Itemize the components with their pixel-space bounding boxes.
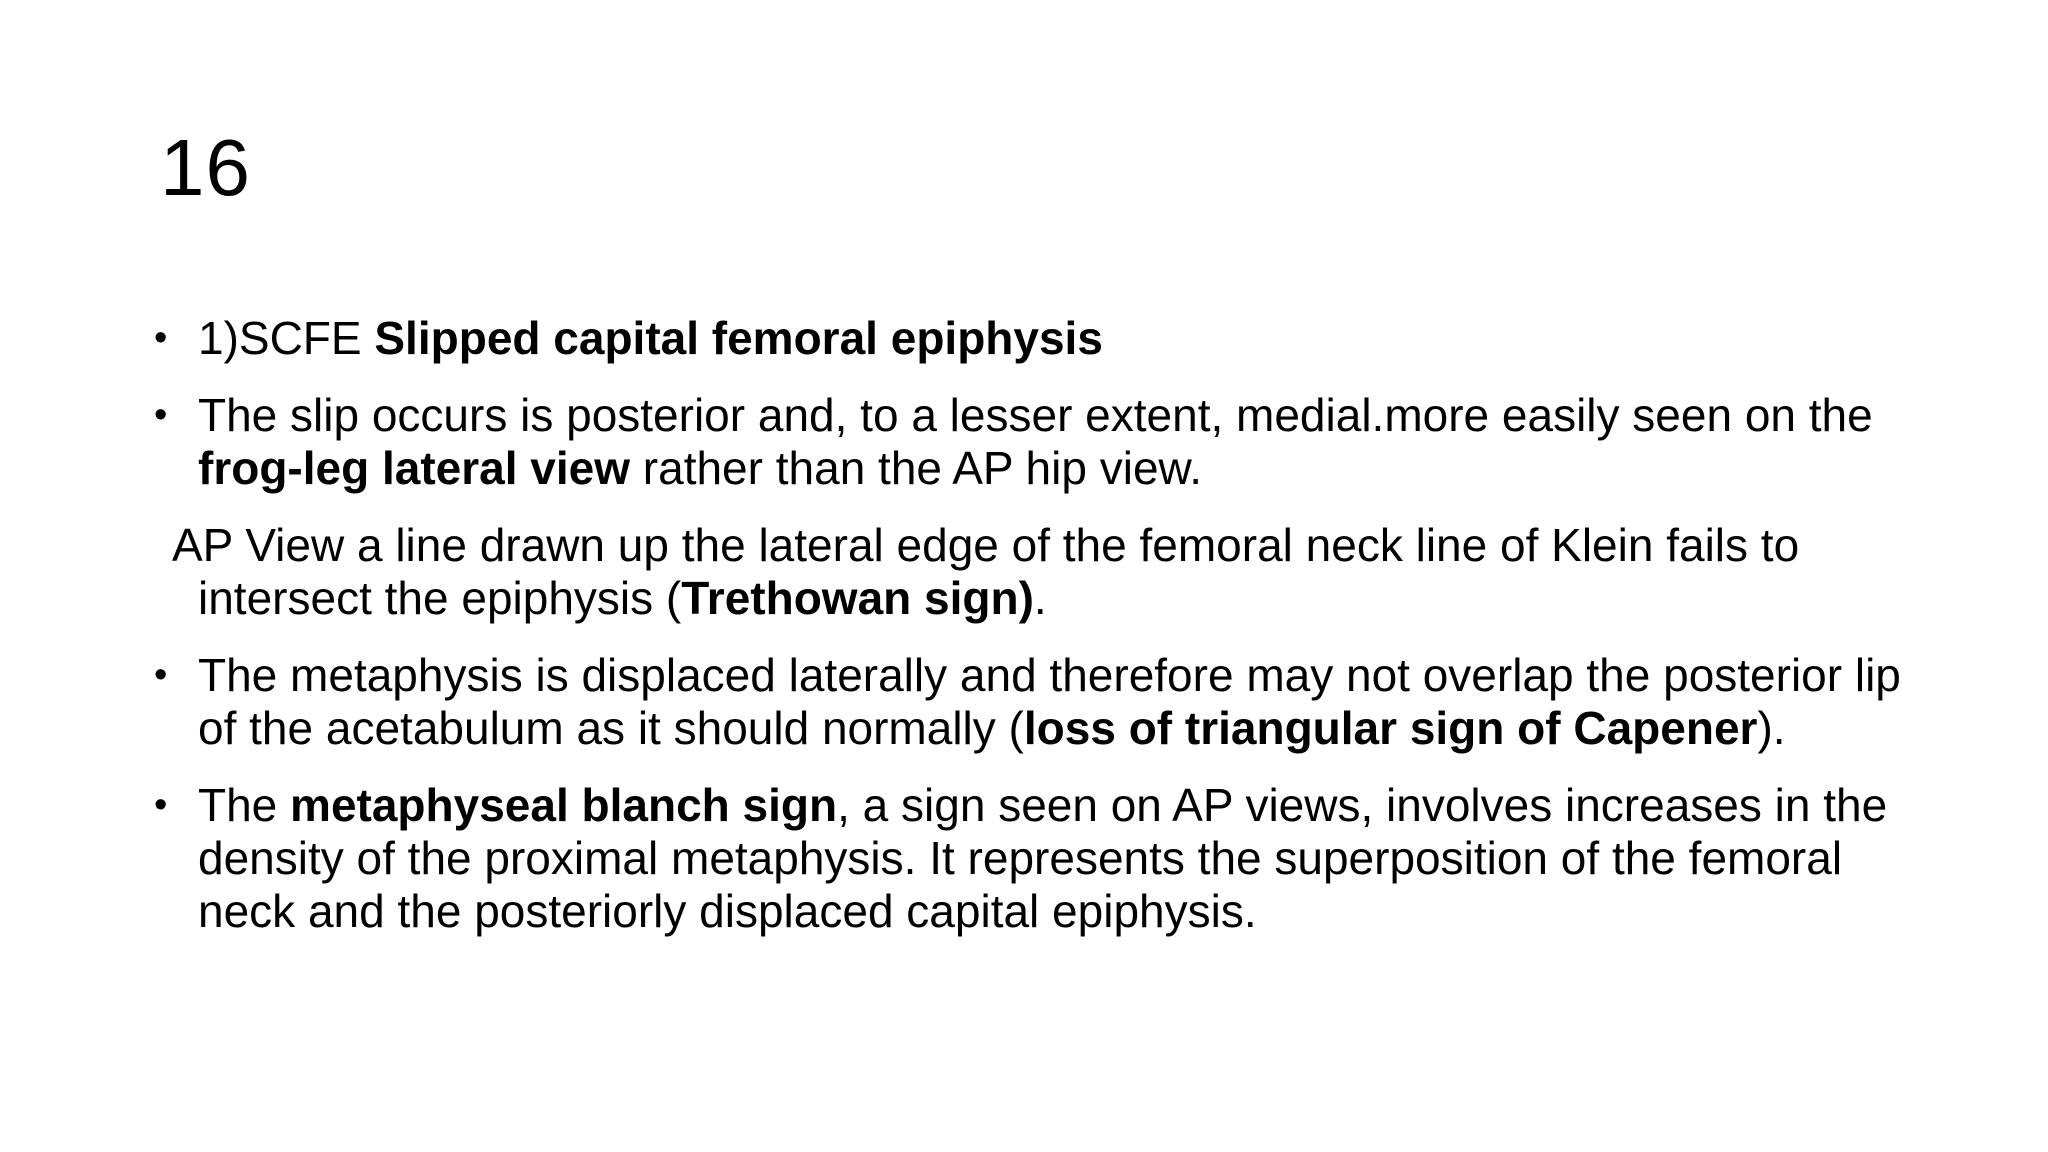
bold-text-run: metaphyseal blanch sign — [290, 779, 838, 831]
text-run: The metaphysis is displaced laterally and therefore may not overlap the posterior lip of the acetabulum as it should normally ( — [198, 649, 1901, 754]
text-run: The — [198, 779, 291, 831]
text-run: AP View a line drawn up the lateral edge of the femoral neck line of Klein fails to intersect the epiphysis ( — [172, 519, 1800, 624]
bullet-item-1 — [154, 312, 1914, 365]
bullet-icon: • — [154, 654, 168, 696]
text-run: ). — [1757, 702, 1786, 754]
bold-text-run: loss of triangular sign of Capener — [1023, 702, 1758, 754]
bullet-icon: • — [154, 784, 168, 826]
text-run: The slip occurs is posterior and, to a lesser extent, medial.more easily seen on the — [198, 389, 1873, 441]
slide-body — [154, 312, 1914, 962]
bullet-item-4 — [154, 779, 1914, 938]
bullet-item-2 — [154, 389, 1914, 495]
bold-text-run: Slipped capital femoral epiphysis — [374, 312, 1103, 364]
bullet-icon: • — [154, 394, 168, 436]
bullet-item-3 — [154, 649, 1914, 755]
text-run: . — [1033, 572, 1047, 624]
bold-text-run: Trethowan sign) — [681, 572, 1034, 624]
slide-title: 16 — [160, 123, 251, 212]
text-run: rather than the AP hip view. — [630, 442, 1202, 494]
text-run: , a sign seen on AP views, involves increases in the density of the proximal metaphysis. It represents the superposition of the femoral neck and the posteriorly displaced capital epiphysis. — [198, 779, 1888, 937]
bold-text-run: frog-leg lateral view — [198, 442, 631, 494]
bullet-icon: • — [154, 317, 168, 359]
text-run: 1)SCFE — [198, 312, 375, 364]
plain-paragraph — [154, 519, 1914, 625]
